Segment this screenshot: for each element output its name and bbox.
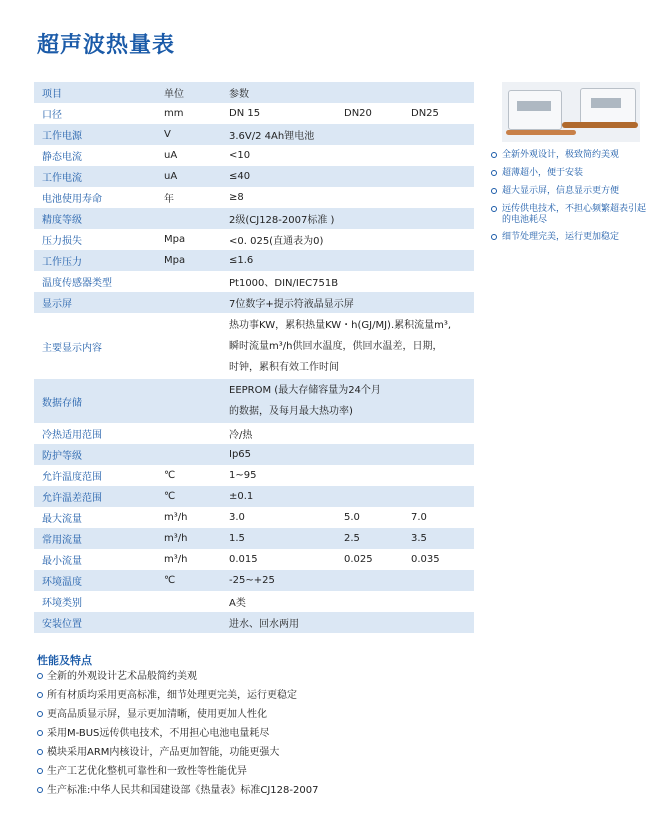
table-cell (164, 423, 227, 444)
table-cell (344, 444, 411, 465)
table-row (34, 379, 474, 423)
table-cell: uA (164, 150, 178, 161)
table-cell (344, 250, 411, 271)
table-cell (164, 612, 227, 633)
table-cell: 冷热适用范围 (42, 430, 102, 441)
table-cell: 3.5 (411, 533, 427, 544)
table-row (34, 229, 474, 250)
table-cell (411, 465, 474, 486)
table-row (34, 570, 474, 591)
table-cell: 3.0 (229, 512, 245, 523)
table-cell (411, 292, 474, 313)
ring-bullet-icon (37, 787, 43, 793)
ring-bullet-icon (491, 234, 497, 240)
table-cell: 环境温度 (42, 577, 82, 588)
pipe-image (562, 122, 638, 128)
table-cell (344, 124, 411, 145)
table-cell: m³/h (164, 533, 188, 544)
table-row (34, 166, 474, 187)
ring-bullet-icon (491, 152, 497, 158)
table-row (34, 124, 474, 145)
table-row (34, 187, 474, 208)
table-cell (344, 208, 411, 229)
table-cell: ≤40 (229, 171, 251, 182)
table-cell (164, 444, 227, 465)
table-cell: 5.0 (344, 512, 360, 523)
ring-bullet-icon (37, 711, 43, 717)
table-cell: 压力损失 (42, 236, 82, 247)
table-cell (344, 465, 411, 486)
table-cell: 允许温度范围 (42, 472, 102, 483)
table-cell: 0.015 (229, 554, 258, 565)
table-cell: Pt1000、DIN/IEC751B (229, 278, 339, 289)
table-row (34, 549, 474, 570)
table-cell-line: 时钟，累积有效工作时间 (229, 361, 339, 373)
table-cell: 温度传感器类型 (42, 278, 112, 289)
table-cell (411, 486, 474, 507)
ring-bullet-icon (37, 730, 43, 736)
table-cell: 项目 (42, 89, 62, 100)
table-cell: ℃ (164, 575, 176, 586)
table-cell (411, 229, 474, 250)
table-cell: 2级(CJ128-2007标准 ) (229, 215, 335, 226)
ring-bullet-icon (37, 673, 43, 679)
table-row (34, 103, 474, 124)
table-cell: DN25 (411, 108, 439, 119)
ring-bullet-icon (37, 768, 43, 774)
table-cell: 常用流量 (42, 535, 82, 546)
table-cell: 1.5 (229, 533, 245, 544)
table-cell (411, 166, 474, 187)
table-cell: Ip65 (229, 449, 252, 460)
table-cell (411, 591, 474, 612)
table-cell (344, 486, 411, 507)
table-cell (411, 271, 474, 292)
table-cell (344, 591, 411, 612)
table-cell: m³/h (164, 554, 188, 565)
table-row (34, 528, 474, 549)
table-cell (164, 292, 227, 313)
table-cell (411, 423, 474, 444)
table-cell (411, 570, 474, 591)
side-feature-item: 超薄超小，便于安装 (491, 168, 651, 179)
feature-item: 所有材质均采用更高标准，细节处理更完美，运行更稳定 (37, 686, 318, 705)
table-row (34, 465, 474, 486)
table-cell-line: 的数据，及每月最大热功率) (229, 406, 353, 417)
table-cell (164, 313, 227, 379)
table-cell: 0.035 (411, 554, 440, 565)
table-cell: 工作电流 (42, 173, 82, 184)
table-row (34, 292, 474, 313)
table-cell: ≤1.6 (229, 255, 254, 266)
table-cell: 工作压力 (42, 257, 82, 268)
table-cell: 精度等级 (42, 215, 82, 226)
table-cell: 环境类别 (42, 598, 82, 609)
table-cell: 工作电源 (42, 131, 82, 142)
product-photo (502, 82, 640, 142)
ring-bullet-icon (491, 206, 497, 212)
ring-bullet-icon (37, 749, 43, 755)
feature-item: 生产标准:中华人民共和国建设部《热量表》标准CJ128-2007 (37, 781, 318, 800)
pipe-image-2 (506, 130, 576, 135)
table-cell (164, 379, 227, 423)
table-row (34, 507, 474, 528)
table-cell: A类 (229, 598, 246, 609)
table-cell (164, 208, 227, 229)
table-cell: 静态电流 (42, 152, 82, 163)
table-cell: 最小流量 (42, 556, 82, 567)
side-feature-item: 细节处理完美，运行更加稳定 (491, 232, 651, 243)
table-cell: 3.6V/2 4Ah锂电池 (229, 131, 315, 142)
table-cell: <0. 025(直通表为0) (229, 236, 324, 247)
table-cell (344, 570, 411, 591)
table-cell (411, 187, 474, 208)
ring-bullet-icon (491, 188, 497, 194)
table-cell: -25~+25 (229, 575, 275, 586)
table-cell: 7位数字+提示符液晶显示屏 (229, 299, 354, 310)
table-cell: 主要显示内容 (42, 342, 102, 354)
table-cell: 允许温差范围 (42, 493, 102, 504)
table-cell: 2.5 (344, 533, 360, 544)
table-cell: Mpa (164, 234, 186, 245)
table-cell: 1~95 (229, 470, 257, 481)
table-cell (344, 229, 411, 250)
table-header-row (34, 82, 474, 103)
side-feature-item: 超大显示屏，信息显示更方便 (491, 186, 651, 197)
table-cell (344, 271, 411, 292)
table-cell: 参数 (229, 89, 249, 100)
table-cell (227, 379, 474, 423)
table-cell: ℃ (164, 470, 176, 481)
table-cell: 进水、回水两用 (229, 619, 299, 630)
table-row (34, 591, 474, 612)
table-cell (344, 166, 411, 187)
table-cell (411, 145, 474, 166)
table-cell (344, 612, 411, 633)
table-cell: ℃ (164, 491, 176, 502)
table-cell: m³/h (164, 512, 188, 523)
feature-item: 生产工艺优化整机可靠性和一致性等性能优异 (37, 762, 318, 781)
side-feature-list (491, 150, 651, 243)
table-cell (164, 271, 227, 292)
table-cell (227, 313, 474, 379)
feature-item: 全新的外观设计艺术品般简约美观 (37, 667, 318, 686)
table-cell: 年 (164, 194, 174, 205)
side-feature-item: 远传供电技术，不担心频繁超表引起的电池耗尽 (491, 204, 651, 226)
table-cell: 安装位置 (42, 619, 82, 630)
table-cell: Mpa (164, 255, 186, 266)
table-cell (344, 292, 411, 313)
table-cell: ≥8 (229, 192, 244, 203)
table-cell: 单位 (164, 89, 184, 100)
table-cell: ±0.1 (229, 491, 254, 502)
page-title: 超声波热量表 (37, 33, 176, 58)
table-cell: V (164, 129, 171, 140)
table-cell: <10 (229, 150, 251, 161)
table-cell: 防护等级 (42, 451, 82, 462)
table-cell: mm (164, 108, 184, 119)
table-row (34, 145, 474, 166)
table-cell (411, 124, 474, 145)
table-cell: 0.025 (344, 554, 373, 565)
table-cell (344, 145, 411, 166)
features-list (37, 667, 318, 800)
table-cell (344, 423, 411, 444)
table-cell: 冷/热 (229, 430, 253, 441)
table-cell (344, 187, 411, 208)
table-cell (411, 444, 474, 465)
table-cell: 电池使用寿命 (42, 194, 102, 205)
table-row (34, 612, 474, 633)
table-cell (164, 591, 227, 612)
table-cell: 7.0 (411, 512, 427, 523)
table-row (34, 271, 474, 292)
table-cell: 数据存储 (42, 397, 82, 409)
table-cell-line: 瞬时流量m³/h供回水温度，供回水温差，日期， (229, 340, 443, 352)
table-cell: uA (164, 171, 178, 182)
meter-image-1 (508, 90, 562, 130)
table-cell: DN20 (344, 108, 372, 119)
ring-bullet-icon (37, 692, 43, 698)
table-cell: 最大流量 (42, 514, 82, 525)
table-cell (411, 208, 474, 229)
table-cell: 口径 (42, 110, 62, 121)
table-row (34, 313, 474, 379)
table-row (34, 208, 474, 229)
feature-item: 采用M-BUS远传供电技术，不用担心电池电量耗尽 (37, 724, 318, 743)
side-feature-item: 全新外观设计，极致简约美观 (491, 150, 651, 161)
table-cell: DN 15 (229, 108, 261, 119)
table-row (34, 444, 474, 465)
meter-image-2 (580, 88, 636, 124)
ring-bullet-icon (491, 170, 497, 176)
table-cell (411, 250, 474, 271)
table-cell-line: 热功事KW，累积热量KW・h(GJ/MJ).累积流量m³, (229, 319, 452, 331)
table-row (34, 486, 474, 507)
table-row (34, 423, 474, 444)
spec-table (34, 82, 474, 633)
table-cell (411, 612, 474, 633)
feature-item: 模块采用ARM内核设计，产品更加智能，功能更强大 (37, 743, 318, 762)
feature-item: 更高品质显示屏，显示更加清晰，使用更加人性化 (37, 705, 318, 724)
features-title: 性能及特点 (37, 654, 92, 667)
table-row (34, 250, 474, 271)
table-cell-line: EEPROM (最大存储容量为24个月 (229, 385, 381, 396)
table-cell: 显示屏 (42, 299, 72, 310)
